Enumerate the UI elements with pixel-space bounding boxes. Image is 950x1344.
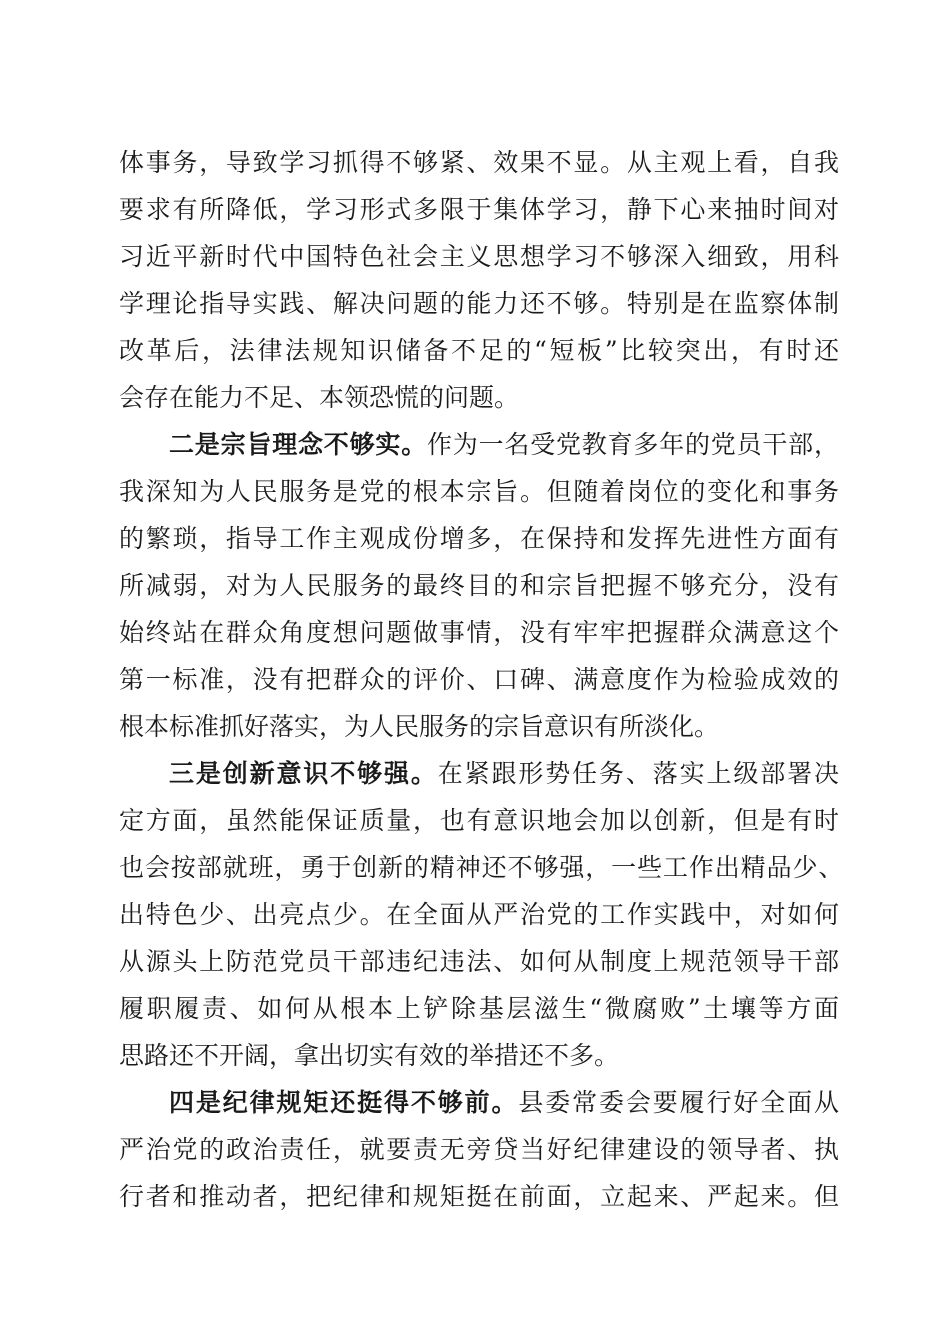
text-line-6: 会存在能力不足、本领恐慌的问题。 [119, 383, 520, 412]
text-line-16: 也会按部就班，勇于创新的精神还不够强，一些工作出精品少、 [119, 853, 843, 882]
text-line-14: 在紧跟形势任务、落实上级部署决 [437, 759, 839, 788]
text-line-21: 县委常委会要履行好全面从 [518, 1088, 839, 1117]
paragraph-3-first-line [169, 754, 839, 794]
text-line-12: 第一标准，没有把群众的评价、口碑、满意度作为检验成效的 [119, 665, 839, 694]
text-line-8: 我深知为人民服务是党的根本宗旨。但随着岗位的变化和事务 [119, 477, 839, 506]
text-line-1: 体事务，导致学习抓得不够紧、效果不显。从主观上看，自我 [119, 148, 839, 177]
heading-innovation: 三是创新意识不够强。 [169, 759, 438, 788]
text-line-20: 思路还不开阔，拿出切实有效的举措还不多。 [119, 1041, 620, 1070]
text-line-11: 始终站在群众角度想问题做事情，没有牢牢把握群众满意这个 [119, 618, 839, 647]
text-line-2: 要求有所降低，学习形式多限于集体学习，静下心来抽时间对 [119, 195, 839, 224]
heading-discipline: 四是纪律规矩还挺得不够前。 [169, 1088, 519, 1117]
paragraph-4-first-line [169, 1083, 839, 1123]
text-line-19: 履职履责、如何从根本上铲除基层滋生“微腐败”土壤等方面 [119, 994, 839, 1023]
text-line-10: 所减弱，对为人民服务的最终目的和宗旨把握不够充分，没有 [119, 571, 839, 600]
text-line-5: 改革后，法律法规知识储备不足的“短板”比较突出，有时还 [119, 336, 839, 365]
text-line-3: 习近平新时代中国特色社会主义思想学习不够深入细致，用科 [119, 242, 839, 271]
text-line-17: 出特色少、出亮点少。在全面从严治党的工作实践中，对如何 [119, 900, 839, 929]
text-line-18: 从源头上防范党员干部违纪违法、如何从制度上规范领导干部 [119, 947, 839, 976]
text-line-15: 定方面，虽然能保证质量，也有意识地会加以创新，但是有时 [119, 806, 839, 835]
text-line-9: 的繁琐，指导工作主观成份增多，在保持和发挥先进性方面有 [119, 524, 839, 553]
paragraph-2-first-line [169, 425, 839, 465]
text-line-4: 学理论指导实践、解决问题的能力还不够。特别是在监察体制 [119, 289, 839, 318]
text-line-23: 行者和推动者，把纪律和规矩挺在前面，立起来、严起来。但 [119, 1182, 839, 1211]
text-line-7: 作为一名受党教育多年的党员干部， [427, 430, 839, 459]
heading-purpose: 二是宗旨理念不够实。 [169, 430, 427, 459]
text-line-22: 严治党的政治责任，就要责无旁贷当好纪律建设的领导者、执 [119, 1135, 839, 1164]
text-line-13: 根本标准抓好落实，为人民服务的宗旨意识有所淡化。 [119, 712, 720, 741]
